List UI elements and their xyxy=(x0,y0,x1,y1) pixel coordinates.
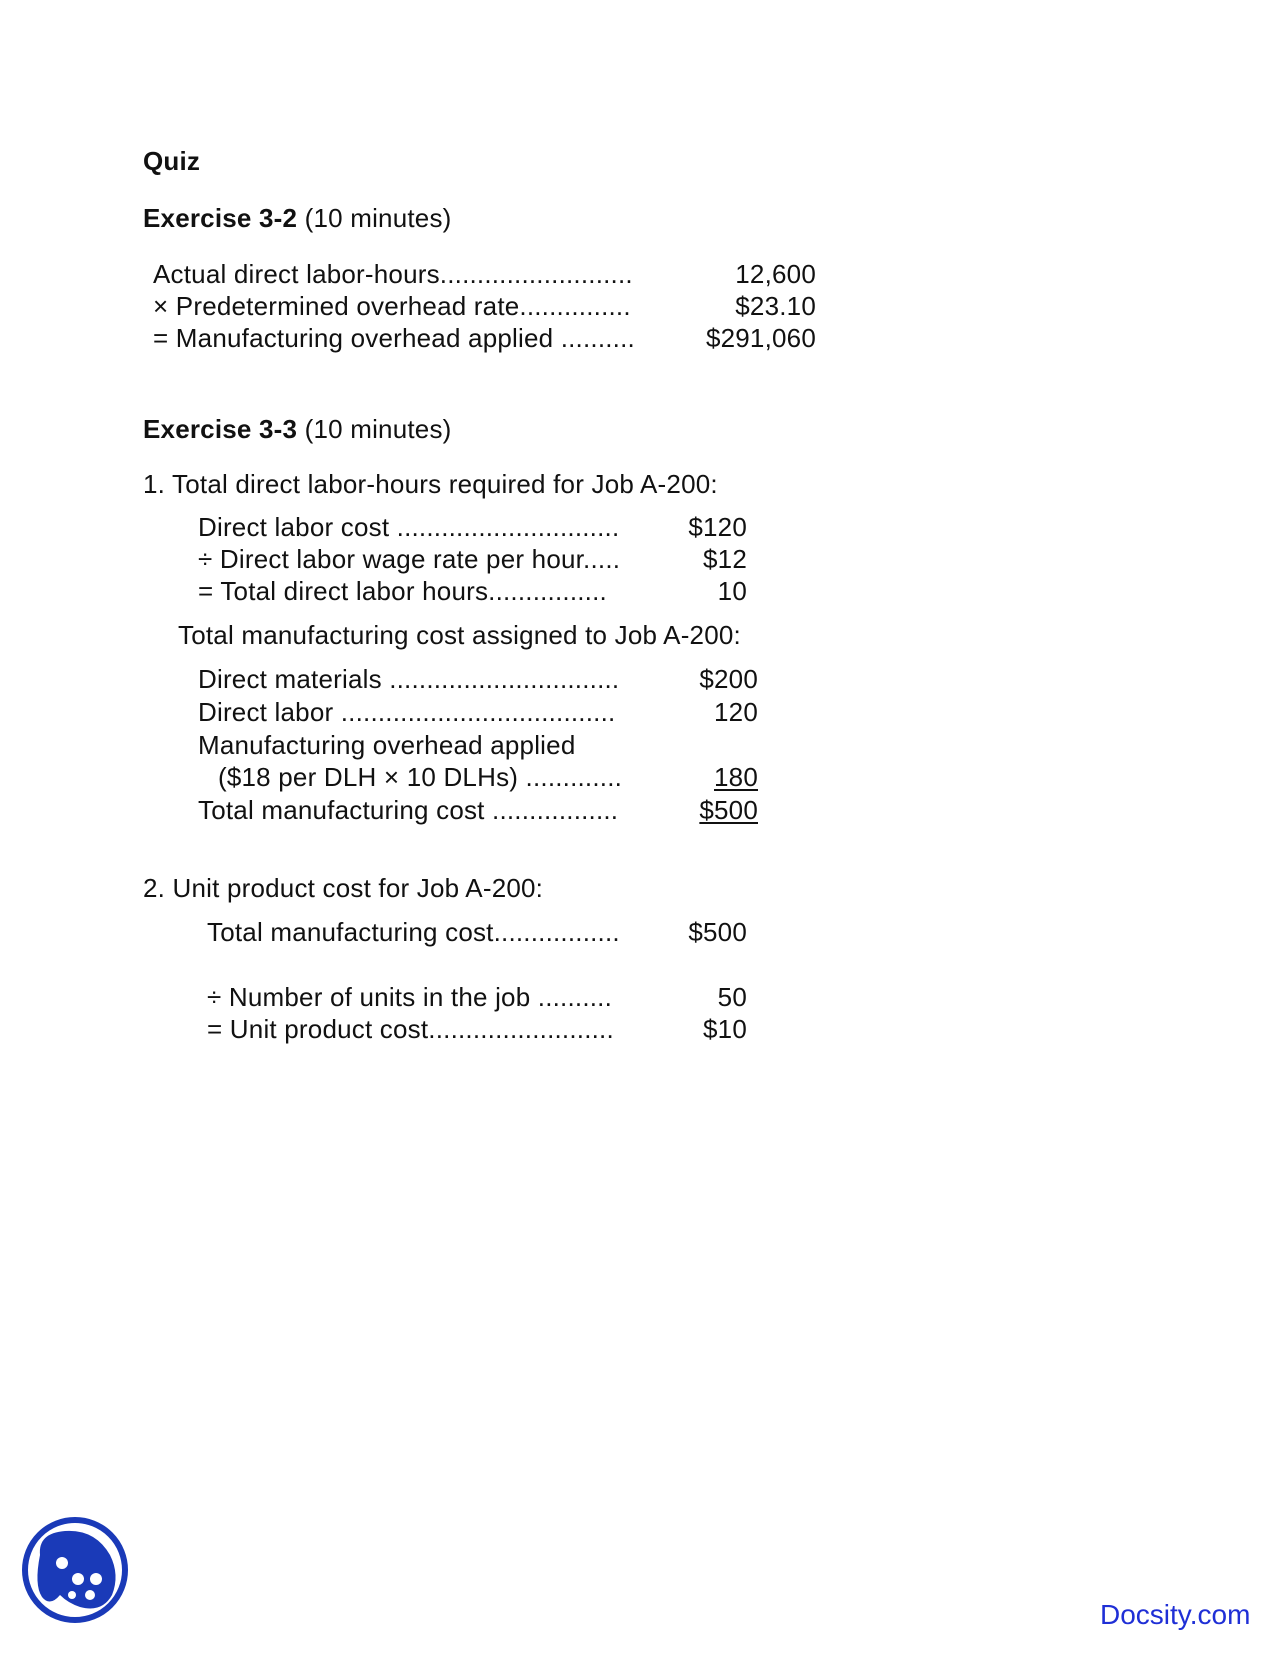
overhead-amount: 180 xyxy=(714,762,758,792)
unit-row-3-value: $10 xyxy=(703,1014,747,1044)
exercise-3-2-time: (10 minutes) xyxy=(304,203,452,233)
exercise-3-2-heading xyxy=(143,203,452,233)
cost-row-1-label: Direct materials ............................... xyxy=(198,664,620,694)
docsity-link[interactable]: Docsity.com xyxy=(1100,1599,1251,1630)
cost-row-4-label: ($18 per DLH × 10 DLHs) ............. xyxy=(218,762,623,792)
unit-row-1-value: $500 xyxy=(688,917,747,947)
unit-row-1-label: Total manufacturing cost................. xyxy=(207,917,620,947)
exercise-3-3-label: Exercise 3-3 xyxy=(143,414,298,444)
unit-row-3-label: = Unit product cost......................... xyxy=(207,1014,614,1044)
docsity-logo-icon[interactable] xyxy=(20,1515,130,1625)
hours-row-2-label: ÷ Direct labor wage rate per hour..... xyxy=(198,544,621,574)
cost-title: Total manufacturing cost assigned to Job A-200: xyxy=(178,620,741,650)
ex32-row-1-label: Actual direct labor-hours.......................... xyxy=(153,259,633,289)
hours-row-3-value: 10 xyxy=(717,576,747,606)
ex32-row-1-value: 12,600 xyxy=(735,259,816,289)
ex32-row-2-value: $23.10 xyxy=(735,291,816,321)
exercise-3-2-label: Exercise 3-2 xyxy=(143,203,298,233)
unit-row-2-label: ÷ Number of units in the job .......... xyxy=(207,982,613,1012)
hours-row-1-label: Direct labor cost .............................. xyxy=(198,512,620,542)
exercise-3-3-time: (10 minutes) xyxy=(304,414,452,444)
cost-row-4-value xyxy=(670,762,758,792)
cost-row-5-label: Total manufacturing cost ................. xyxy=(198,795,619,825)
cost-row-5-value xyxy=(670,795,758,825)
cost-row-1-value: $200 xyxy=(699,664,758,694)
part-2-title: 2. Unit product cost for Job A-200: xyxy=(143,873,544,903)
cost-row-2-value: 120 xyxy=(714,697,758,727)
hours-row-1-value: $120 xyxy=(688,512,747,542)
ex32-row-3-label: = Manufacturing overhead applied .......... xyxy=(153,323,635,353)
hours-row-3-label: = Total direct labor hours................ xyxy=(198,576,607,606)
total-cost-amount: $500 xyxy=(699,795,758,825)
hours-row-2-value: $12 xyxy=(703,544,747,574)
ex32-row-2-label: × Predetermined overhead rate............... xyxy=(153,291,631,321)
part-1-title: 1. Total direct labor-hours required for Job A-200: xyxy=(143,469,718,499)
quiz-title: Quiz xyxy=(143,146,201,176)
ex32-row-3-value: $291,060 xyxy=(705,323,816,353)
exercise-3-3-heading xyxy=(143,414,452,444)
cost-row-2-label: Direct labor ..................................... xyxy=(198,697,616,727)
unit-row-2-value: 50 xyxy=(717,982,747,1012)
cost-row-3-label: Manufacturing overhead applied xyxy=(198,730,576,760)
